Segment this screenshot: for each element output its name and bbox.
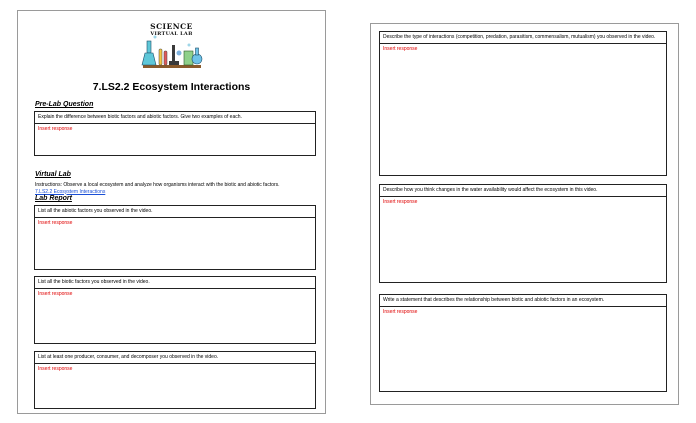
pre-lab-question-box [34, 111, 316, 156]
lab-report-question-3: List at least one producer, consumer, and decomposer you observed in the video. [35, 352, 315, 364]
instructions-text: Instructions: Observe a local ecosystem and analyze how organisms interact with the biotic and abiotic factors. [35, 182, 280, 188]
pre-lab-heading: Pre-Lab Question [35, 101, 94, 108]
worksheet-page-1 [17, 10, 326, 414]
lab-report-question-box-3 [34, 351, 316, 409]
virtual-lab-heading: Virtual Lab [35, 171, 71, 178]
logo-text-science: SCIENCE [150, 22, 193, 31]
lab-report-question-box-2 [34, 276, 316, 344]
virtual-lab-instructions [35, 182, 320, 195]
lab-report-response-2[interactable]: Insert response [38, 290, 73, 297]
page2-question-1: Describe the type of interactions (competition, predation, parasitism, commensalism, mutualism) you observed in the video. [380, 32, 666, 44]
logo-text-virtual-lab: VIRTUAL LAB [150, 31, 193, 37]
science-virtual-lab-logo [18, 21, 325, 77]
virtual-lab-link[interactable]: 7.LS2.2 Ecosystem Interactions [35, 188, 106, 195]
document-title: 7.LS2.2 Ecosystem Interactions [92, 81, 251, 93]
page2-response-1[interactable]: Insert response [383, 45, 418, 52]
lab-report-response-3[interactable]: Insert response [38, 365, 73, 372]
page2-question-3: Write a statement that describes the relationship between biotic and abiotic factors in an ecosystem. [380, 295, 666, 307]
page2-question-box-1 [379, 31, 667, 176]
pre-lab-response-field[interactable]: Insert response [38, 125, 73, 132]
pre-lab-question-text: Explain the difference between biotic factors and abiotic factors. Give two examples of each. [35, 112, 315, 124]
worksheet-page-2 [370, 23, 679, 405]
page2-response-3[interactable]: Insert response [383, 308, 418, 315]
lab-report-question-1: List all the abiotic factors you observed in the video. [35, 206, 315, 218]
lab-report-question-2: List all the biotic factors you observed in the video. [35, 277, 315, 289]
page2-question-2: Describe how you think changes in the water availability would affect the ecosystem in this video. [380, 185, 666, 197]
page2-response-2[interactable]: Insert response [383, 198, 418, 205]
page2-question-box-3 [379, 294, 667, 392]
lab-report-question-box-1 [34, 205, 316, 270]
lab-report-heading: Lab Report [35, 195, 72, 202]
lab-report-response-1[interactable]: Insert response [38, 219, 73, 226]
page2-question-box-2 [379, 184, 667, 283]
